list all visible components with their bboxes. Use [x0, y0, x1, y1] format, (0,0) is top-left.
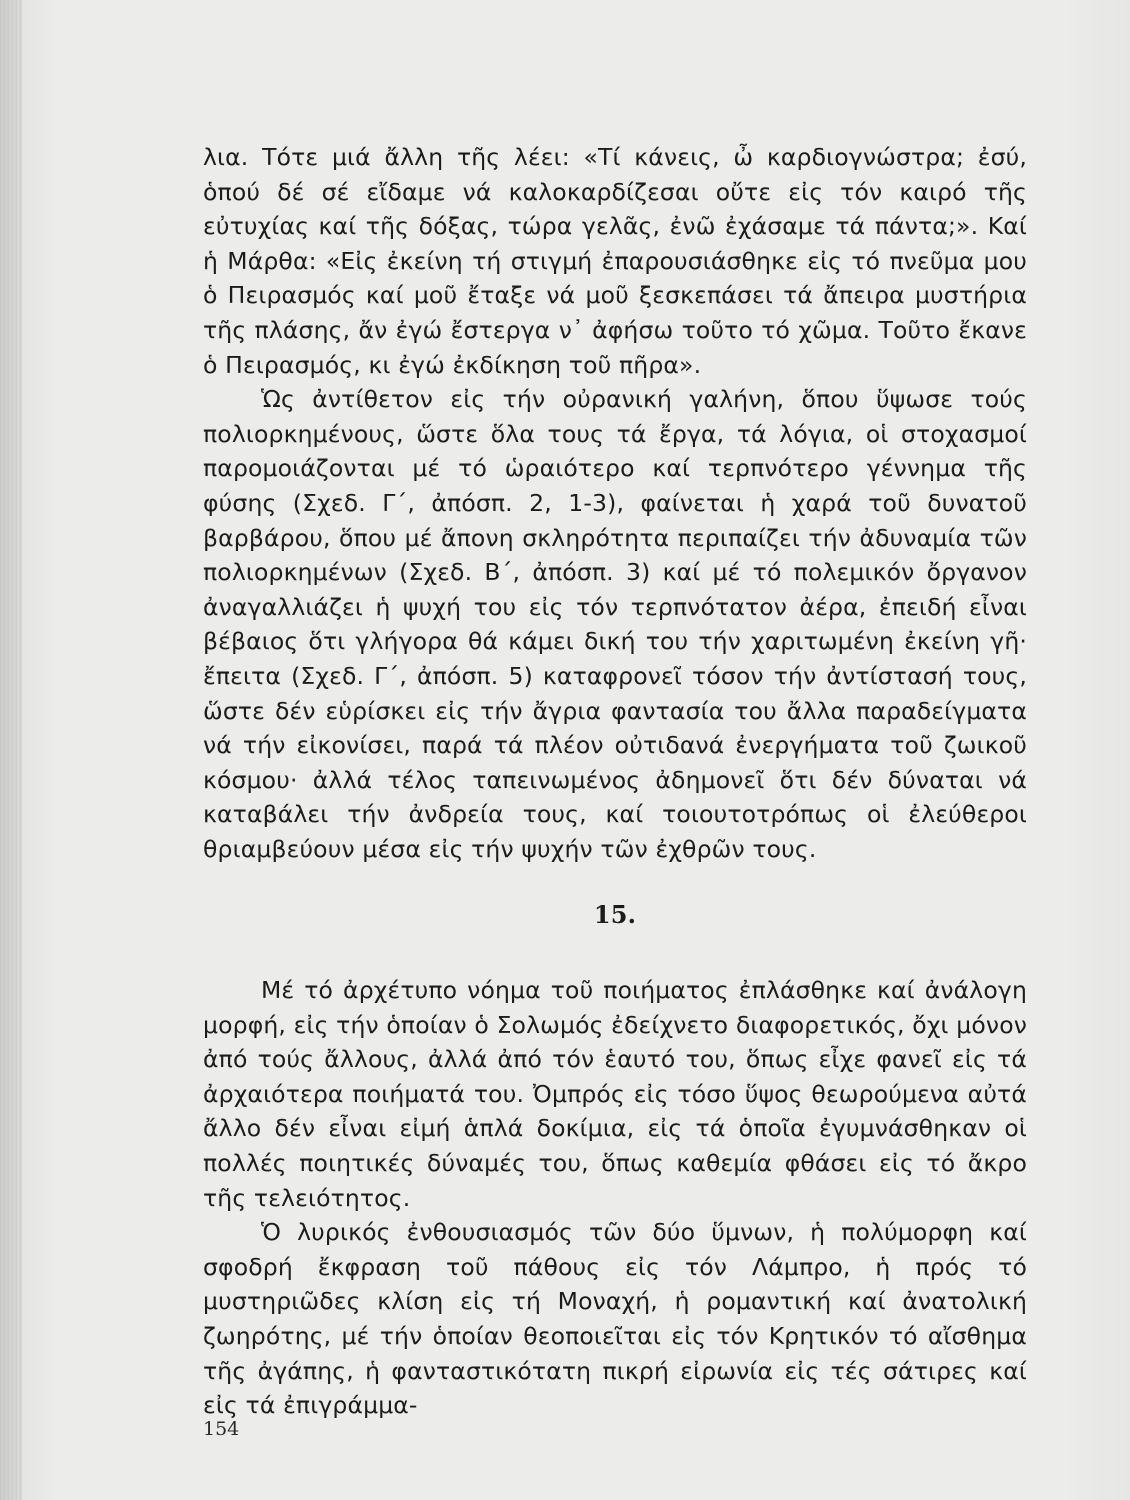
paragraph: Μέ τό ἀρχέτυπο νόημα τοῦ ποιήματος ἐπλάσθηκε καί ἀνάλογη μορφή, εἰς τήν ὁποίαν ὁ Σολωμός ἐδείχνετο διαφορετικός, ὄχι μόνον ἀπό τούς ἄλλους, ἀλλά ἀπό τόν ἑαυτό του, ὅπως εἶχε φανεῖ εἰς τά ἀρχαιότερα ποιήματά του. Ὀμπρός εἰς τόσο ὕψος θεωρούμενα αὐτά ἄλλο δέν εἶναι εἰμή ἁπλά δοκίμια, εἰς τά ὁποῖα ἐγυμνάσθηκαν οἱ πολλές ποιητικές δύναμές του, ὅπως καθεμία φθάσει εἰς τό ἄκρο τῆς τελειότητος.: [203, 976, 1027, 1212]
page-stack-edges: [0, 0, 22, 1500]
paragraph-continuation: λια. Τότε μιά ἄλλη τῆς λέει: «Τί κάνεις, ὦ καρδιογνώστρα; ἐσύ, ὁπού δέ σέ εἴδαμε νά καλοκαρδίζεσαι οὔτε εἰς τόν καιρό τῆς εὐτυχίας καί τῆς δόξας, τώρα γελᾶς, ἐνῶ ἐχάσαμε τά πάντα;». Καί ἡ Μάρθα: «Εἰς ἐκείνη τή στιγμή ἐπαρουσιάσθηκε εἰς τό πνεῦμα μου ὁ Πειρασμός καί μοῦ ἔταξε νά μοῦ ξεσκεπάσει τά ἄπειρα μυστήρια τῆς πλάσης, ἄν ἐγώ ἔστεργα ν᾽ ἀφήσω τοῦτο τό χῶμα. Τοῦτο ἔκανε ὁ Πειρασμός, κι ἐγώ ἐκδίκηση τοῦ πῆρα».: [203, 143, 1027, 379]
paragraph: Ὁ λυρικός ἐνθουσιασμός τῶν δύο ὕμνων, ἡ πολύμορφη καί σφοδρή ἔκφραση τοῦ πάθους εἰς τόν Λάμπρο, ἡ πρός τό μυστηριῶδες κλίση εἰς τή Μοναχή, ἡ ρομαντική καί ἀνατολική ζωηρότης, μέ τήν ὁποίαν θεοποιεῖται εἰς τόν Κρητικόν τό αἴσθημα τῆς ἀγάπης, ἡ φανταστικότατη πικρή εἰρωνία εἰς τές σάτιρες καί εἰς τά ἐπιγράμμα-: [203, 1218, 1027, 1420]
section-heading: 15.: [593, 900, 637, 930]
paragraph: Ὡς ἀντίθετον εἰς τήν οὐρανική γαλήνη, ὅπου ὕψωσε τούς πολιορκημένους, ὥστε ὅλα τους τά ἔργα, τά λόγια, οἱ στοχασμοί παρομοιάζονται μέ τό ὡραιότερο καί τερπνότερο γέννημα τῆς φύσης (Σχεδ. Γ΄, ἀπόσπ. 2, 1-3), φαίνεται ἡ χαρά τοῦ δυνατοῦ βαρβάρου, ὅπου μέ ἄπονη σκληρότητα περιπαίζει τήν ἀδυναμία τῶν πολιορκημένων (Σχεδ. Β΄, ἀπόσπ. 3) καί μέ τό πολεμικόν ὄργανον ἀναγαλλιάζει ἡ ψυχή του εἰς τόν τερπνότατον ἀέρα, ἐπειδή εἶναι βέβαιος ὅτι γλήγορα θά κάμει δική του τήν χαριτωμένη ἐκείνη γῆ· ἔπειτα (Σχεδ. Γ΄, ἀπόσπ. 5) καταφρονεῖ τόσον τήν ἀντίστασή τους, ὥστε δέν εὑρίσκει εἰς τήν ἄγρια φαντασία του ἄλλα παραδείγματα νά τήν εἰκονίσει, παρά τά πλέον οὐτιδανά ἐνεργήματα τοῦ ζωικοῦ κόσμου· ἀλλά τέλος ταπεινωμένος ἀδημονεῖ ὅτι δέν δύναται νά καταβάλει τήν ἀνδρεία τους, καί τοιουτοτρόπως οἱ ἐλεύθεροι θριαμβεύουν μέσα εἰς τήν ψυχήν τῶν ἐχθρῶν τους.: [203, 385, 1027, 863]
body-text: [203, 140, 1027, 1423]
page-number: 154: [203, 1418, 240, 1440]
